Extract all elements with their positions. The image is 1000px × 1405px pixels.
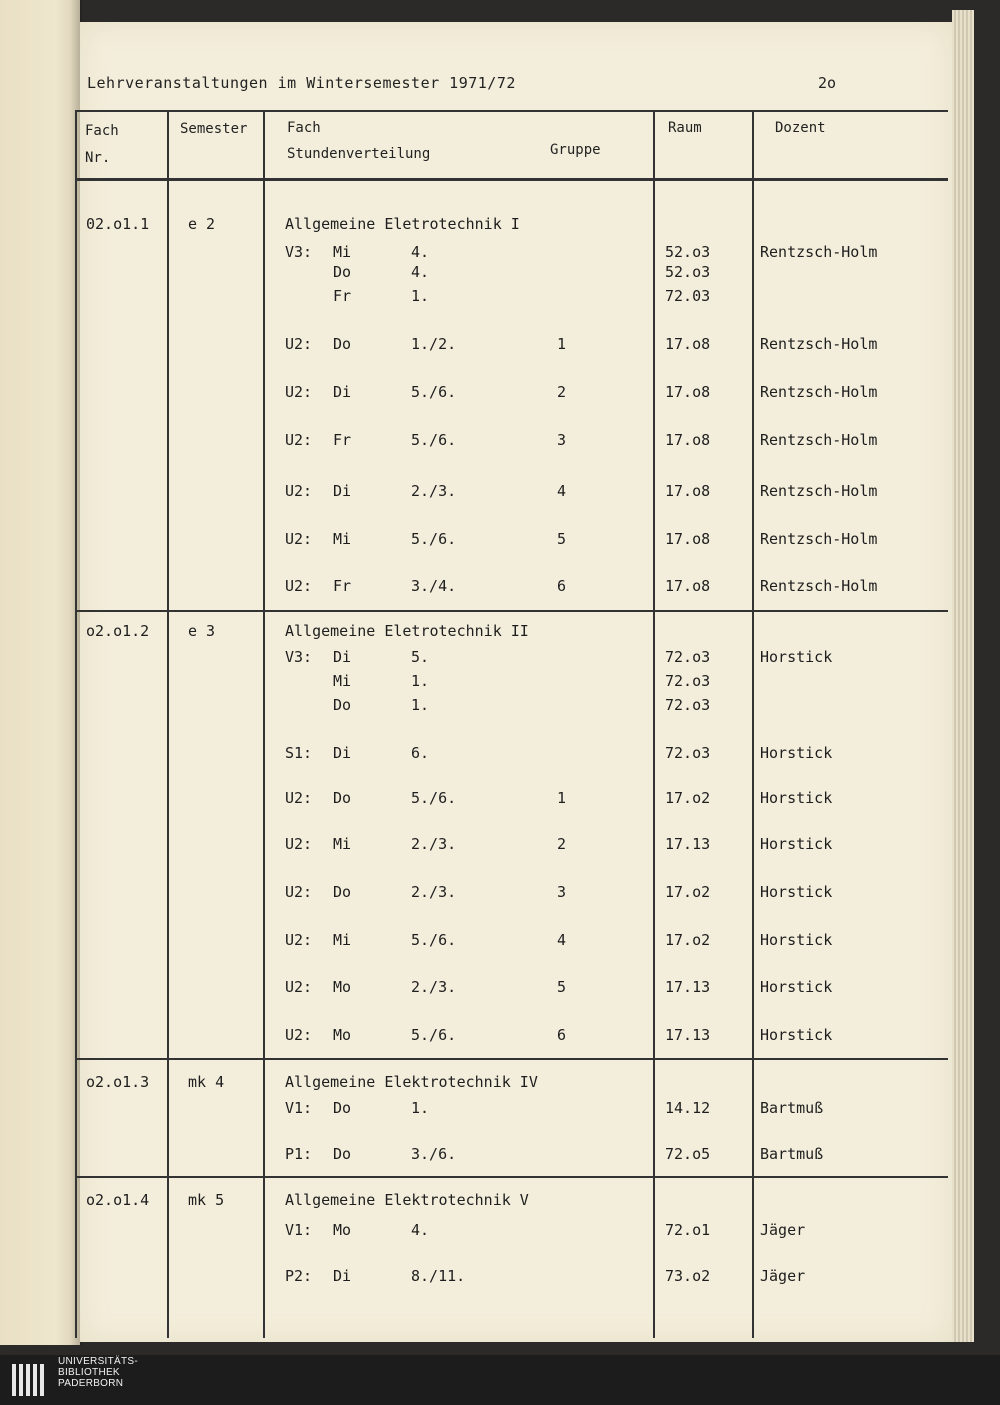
session-hours: 5.	[411, 648, 430, 666]
session-group: 6	[557, 577, 567, 595]
session-hours: 8./11.	[411, 1267, 466, 1285]
session-room: 17.o2	[665, 883, 711, 901]
session-hours: 5./6.	[411, 530, 457, 548]
session-type: U2:	[285, 883, 313, 901]
session-lecturer: Horstick	[760, 1026, 833, 1044]
session-lecturer: Rentzsch-Holm	[760, 431, 878, 449]
session-hours: 2./3.	[411, 835, 457, 853]
session-hours: 5./6.	[411, 931, 457, 949]
session-lecturer: Rentzsch-Holm	[760, 530, 878, 548]
page-stack-edge	[952, 10, 974, 1342]
session-room: 72.o1	[665, 1221, 711, 1239]
session-lecturer: Bartmuß	[760, 1099, 824, 1117]
header-fach: Fach	[287, 120, 321, 136]
session-lecturer: Bartmuß	[760, 1145, 824, 1163]
session-hours: 3./6.	[411, 1145, 457, 1163]
page-number: 2o	[818, 74, 837, 92]
session-room: 52.o3	[665, 263, 711, 281]
session-hours: 5./6.	[411, 789, 457, 807]
session-hours: 2./3.	[411, 482, 457, 500]
table-top-border	[75, 110, 948, 112]
session-room: 73.o2	[665, 1267, 711, 1285]
session-day: Do	[333, 789, 352, 807]
session-group: 3	[557, 883, 567, 901]
session-room: 17.o8	[665, 482, 711, 500]
session-group: 3	[557, 431, 567, 449]
session-room: 17.o8	[665, 530, 711, 548]
section-semester: mk 5	[188, 1191, 225, 1209]
session-day: Mo	[333, 978, 352, 996]
session-hours: 6.	[411, 744, 430, 762]
session-lecturer: Rentzsch-Holm	[760, 335, 878, 353]
session-lecturer: Horstick	[760, 744, 833, 762]
header-dozent: Dozent	[775, 120, 826, 136]
session-type: P1:	[285, 1145, 313, 1163]
session-room: 17.o2	[665, 931, 711, 949]
session-group: 1	[557, 335, 567, 353]
session-room: 17.13	[665, 978, 711, 996]
session-hours: 3./4.	[411, 577, 457, 595]
session-room: 72.o3	[665, 672, 711, 690]
session-day: Do	[333, 1099, 352, 1117]
session-group: 4	[557, 482, 567, 500]
session-group: 6	[557, 1026, 567, 1044]
session-hours: 4.	[411, 243, 430, 261]
session-type: U2:	[285, 530, 313, 548]
session-type: P2:	[285, 1267, 313, 1285]
section-title: Allgemeine Elektrotechnik IV	[285, 1073, 538, 1091]
session-day: Fr	[333, 287, 352, 305]
column-divider	[653, 110, 655, 1338]
column-divider	[263, 110, 265, 1338]
session-day: Do	[333, 883, 352, 901]
session-type: U2:	[285, 835, 313, 853]
session-room: 17.13	[665, 835, 711, 853]
session-day: Do	[333, 263, 352, 281]
session-room: 17.o8	[665, 431, 711, 449]
session-hours: 5./6.	[411, 1026, 457, 1044]
session-hours: 2./3.	[411, 883, 457, 901]
session-hours: 4.	[411, 263, 430, 281]
section-title: Allgemeine Eletrotechnik I	[285, 215, 520, 233]
session-room: 17.o8	[665, 577, 711, 595]
library-logo-text	[58, 1356, 138, 1389]
section-number: o2.o1.4	[86, 1191, 150, 1209]
header-nr: Nr.	[85, 150, 111, 166]
footer-bar	[0, 1355, 1000, 1405]
session-type: U2:	[285, 431, 313, 449]
session-day: Mi	[333, 672, 352, 690]
section-semester: e 3	[188, 622, 216, 640]
session-type: S1:	[285, 744, 313, 762]
session-lecturer: Jäger	[760, 1267, 806, 1285]
logo-line-2: BIBLIOTHEK	[58, 1367, 120, 1378]
session-day: Mo	[333, 1026, 352, 1044]
header-semester: Semester	[180, 121, 248, 137]
session-lecturer: Horstick	[760, 835, 833, 853]
section-divider	[75, 610, 948, 612]
section-number: 02.o1.1	[86, 215, 150, 233]
column-divider	[167, 110, 169, 1338]
session-lecturer: Horstick	[760, 931, 833, 949]
session-type: U2:	[285, 335, 313, 353]
section-divider	[75, 1176, 948, 1178]
section-semester: e 2	[188, 215, 216, 233]
session-hours: 1.	[411, 1099, 430, 1117]
section-divider	[75, 1058, 948, 1060]
session-lecturer: Rentzsch-Holm	[760, 577, 878, 595]
session-day: Do	[333, 696, 352, 714]
session-type: V1:	[285, 1099, 313, 1117]
session-lecturer: Jäger	[760, 1221, 806, 1239]
logo-line-3: PADERBORN	[58, 1378, 124, 1389]
session-room: 72.o3	[665, 696, 711, 714]
session-day: Mi	[333, 530, 352, 548]
session-day: Do	[333, 1145, 352, 1163]
session-hours: 4.	[411, 1221, 430, 1239]
session-room: 72.o5	[665, 1145, 711, 1163]
session-group: 5	[557, 978, 567, 996]
session-lecturer: Horstick	[760, 978, 833, 996]
session-type: U2:	[285, 577, 313, 595]
session-lecturer: Rentzsch-Holm	[760, 243, 878, 261]
session-group: 1	[557, 789, 567, 807]
column-divider	[752, 110, 754, 1338]
session-type: U2:	[285, 931, 313, 949]
header-double-border	[75, 180, 948, 181]
session-room: 17.o8	[665, 383, 711, 401]
section-semester: mk 4	[188, 1073, 225, 1091]
session-room: 17.13	[665, 1026, 711, 1044]
session-hours: 1.	[411, 672, 430, 690]
session-type: V3:	[285, 648, 313, 666]
session-lecturer: Horstick	[760, 789, 833, 807]
session-room: 17.o8	[665, 335, 711, 353]
session-day: Mi	[333, 835, 352, 853]
session-group: 5	[557, 530, 567, 548]
session-day: Di	[333, 383, 352, 401]
section-number: o2.o1.3	[86, 1073, 150, 1091]
session-type: U2:	[285, 482, 313, 500]
session-day: Fr	[333, 431, 352, 449]
session-day: Do	[333, 335, 352, 353]
session-type: U2:	[285, 789, 313, 807]
session-room: 17.o2	[665, 789, 711, 807]
session-day: Di	[333, 648, 352, 666]
session-group: 2	[557, 383, 567, 401]
session-room: 72.03	[665, 287, 711, 305]
session-type: V3:	[285, 243, 313, 261]
session-hours: 2./3.	[411, 978, 457, 996]
session-room: 72.o3	[665, 648, 711, 666]
session-day: Di	[333, 1267, 352, 1285]
session-lecturer: Rentzsch-Holm	[760, 482, 878, 500]
session-type: V1:	[285, 1221, 313, 1239]
session-hours: 1.	[411, 696, 430, 714]
session-type: U2:	[285, 978, 313, 996]
session-day: Mi	[333, 243, 352, 261]
session-hours: 5./6.	[411, 431, 457, 449]
header-fach-nr: Fach	[85, 123, 119, 139]
page-title: Lehrveranstaltungen im Wintersemester 1971/72	[87, 74, 516, 92]
header-stundenverteilung: Stundenverteilung	[287, 146, 431, 162]
session-room: 72.o3	[665, 744, 711, 762]
header-raum: Raum	[668, 120, 702, 136]
session-group: 2	[557, 835, 567, 853]
session-hours: 1.	[411, 287, 430, 305]
session-hours: 1./2.	[411, 335, 457, 353]
session-type: U2:	[285, 383, 313, 401]
section-title: Allgemeine Elektrotechnik V	[285, 1191, 529, 1209]
session-day: Di	[333, 744, 352, 762]
header-gruppe: Gruppe	[550, 142, 601, 158]
column-divider	[75, 110, 77, 1338]
session-hours: 5./6.	[411, 383, 457, 401]
session-room: 14.12	[665, 1099, 711, 1117]
session-day: Di	[333, 482, 352, 500]
session-day: Mo	[333, 1221, 352, 1239]
library-logo-icon	[10, 1360, 50, 1400]
session-group: 4	[557, 931, 567, 949]
session-lecturer: Horstick	[760, 648, 833, 666]
section-number: o2.o1.2	[86, 622, 150, 640]
session-day: Fr	[333, 577, 352, 595]
facing-page-edge	[0, 0, 80, 1345]
section-title: Allgemeine Eletrotechnik II	[285, 622, 529, 640]
session-type: U2:	[285, 1026, 313, 1044]
session-lecturer: Rentzsch-Holm	[760, 383, 878, 401]
logo-line-1: UNIVERSITÄTS-	[58, 1356, 139, 1367]
session-day: Mi	[333, 931, 352, 949]
session-lecturer: Horstick	[760, 883, 833, 901]
session-room: 52.o3	[665, 243, 711, 261]
